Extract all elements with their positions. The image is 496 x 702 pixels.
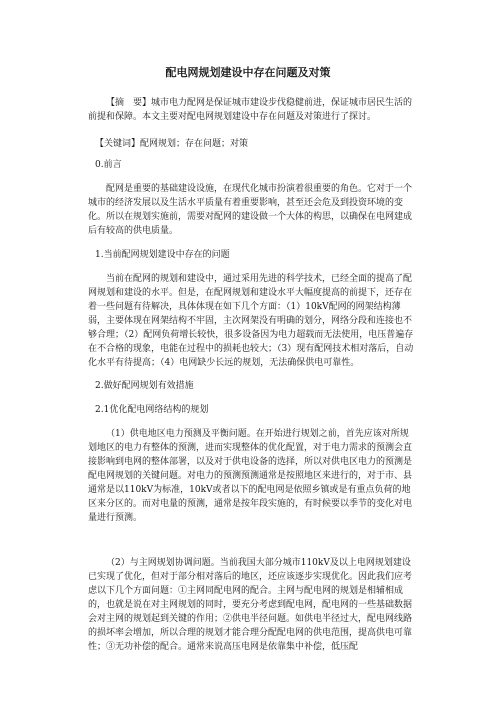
keywords-block: [88, 137, 414, 151]
section-2-1-paragraph-1: （1）供电地区电力预测及平衡问题。在开始进行规划之前，首先应该对所规划地区的电力有整体的预测，进而实现整体的优化配置，对于电力需求的预测会直接影响到电网的整体部署，以及对于供电设备的选择，所以对供电区电力的预测是配电网规划的关键问题。对电力的预测预测通常是按照地区来进行的，对于市、县通常是以110kV为标准，10kV或者以下的配电网是依照乡镇或是有重点负荷的地区来分区的。而对电量的预测，通常是按年段实施的，有时候要以季节的变化对电量进行预测。: [88, 429, 413, 523]
abstract-paragraph: 【摘 要】城市电力配网是保证城市建设步伐稳健前进，保证城市居民生活的前提和保障。本文主要对配电网规划建设中存在问题及对策进行了探讨。: [88, 98, 413, 122]
section-1-body-block: [88, 272, 414, 370]
section-2-1-heading-block: [88, 403, 414, 417]
section-0-heading: 0.前言: [95, 160, 122, 170]
abstract-block: [88, 96, 414, 124]
section-2-heading: 2.做好配网规划有效措施: [95, 381, 194, 391]
document-title: 配电网规划建设中存在问题及对策: [165, 66, 331, 79]
section-0-body-block: [88, 182, 414, 238]
section-2-1-heading: 2.1优化配电网络结构的规划: [95, 405, 209, 415]
section-2-heading-block: [88, 379, 414, 393]
section-1-paragraph: 当前在配网的规划和建设中，通过采用先进的科学技术，已经全面的提高了配网规划和建设的水平。但是，在配网规划和建设水平大幅度提高的前提下，还存在着一些问题有待解决，具体体现在如下几个方面：（1）10kV配网的网架结构薄弱，主要体现在网架结构不牢固，主次网架没有明确的划分，网络分段和连接也不够合理；（2）配网负荷增长较快，很多设备因为电力超载而无法使用，电压普遍存在不合格的现象，电能在过程中的损耗也较大；（3）现有配网技术相对落后，自动化水平有待提高；（4）电网缺少长远的规划，无法确保供电可靠性。: [88, 274, 414, 368]
section-2-1-paragraph-2: （2）与主网规划协调问题。当前我国大部分城市110kV及以上电网规划建设已实现了优化，但对于部分相对落后的地区，还应该逐步实现优化。因此我们应考虑以下几个方面问题：①主网同配电网的配合。主网与配电网的规划是相辅相成的，也就是说在对主网规划的同时，要充分考虑到配电网，配电网的一些基础数据会对主网的规划起到关键的作用；②供电半径问题。如供电半径过大，配电网线路的损坏率会增加，所以合理的规划才能合理分配配电网的供电范围，提高供电可靠性；③无功补偿的配合。通常来说高压电网是依靠集中补偿，低压配: [88, 558, 413, 652]
section-0-paragraph: 配网是重要的基础建设设施，在现代化城市扮演着很重要的角色。它对于一个城市的经济发展以及生活水平质量有着重要影响，甚至还会危及到投资环境的变化。所以在规划实施前，需要对配网的建设做一个大体的构思，以确保在电网建成后有较高的供电质量。: [88, 184, 413, 236]
section-1-heading: 1.当前配网规划建设中存在的问题: [95, 250, 230, 260]
section-2-1-para-1-block: [88, 427, 414, 525]
section-2-1-para-2-block: [88, 556, 414, 654]
keywords-line: 【关键词】配网规划；存在问题；对策: [95, 139, 249, 149]
section-0-heading-block: [88, 158, 414, 172]
section-1-heading-block: [88, 248, 414, 262]
